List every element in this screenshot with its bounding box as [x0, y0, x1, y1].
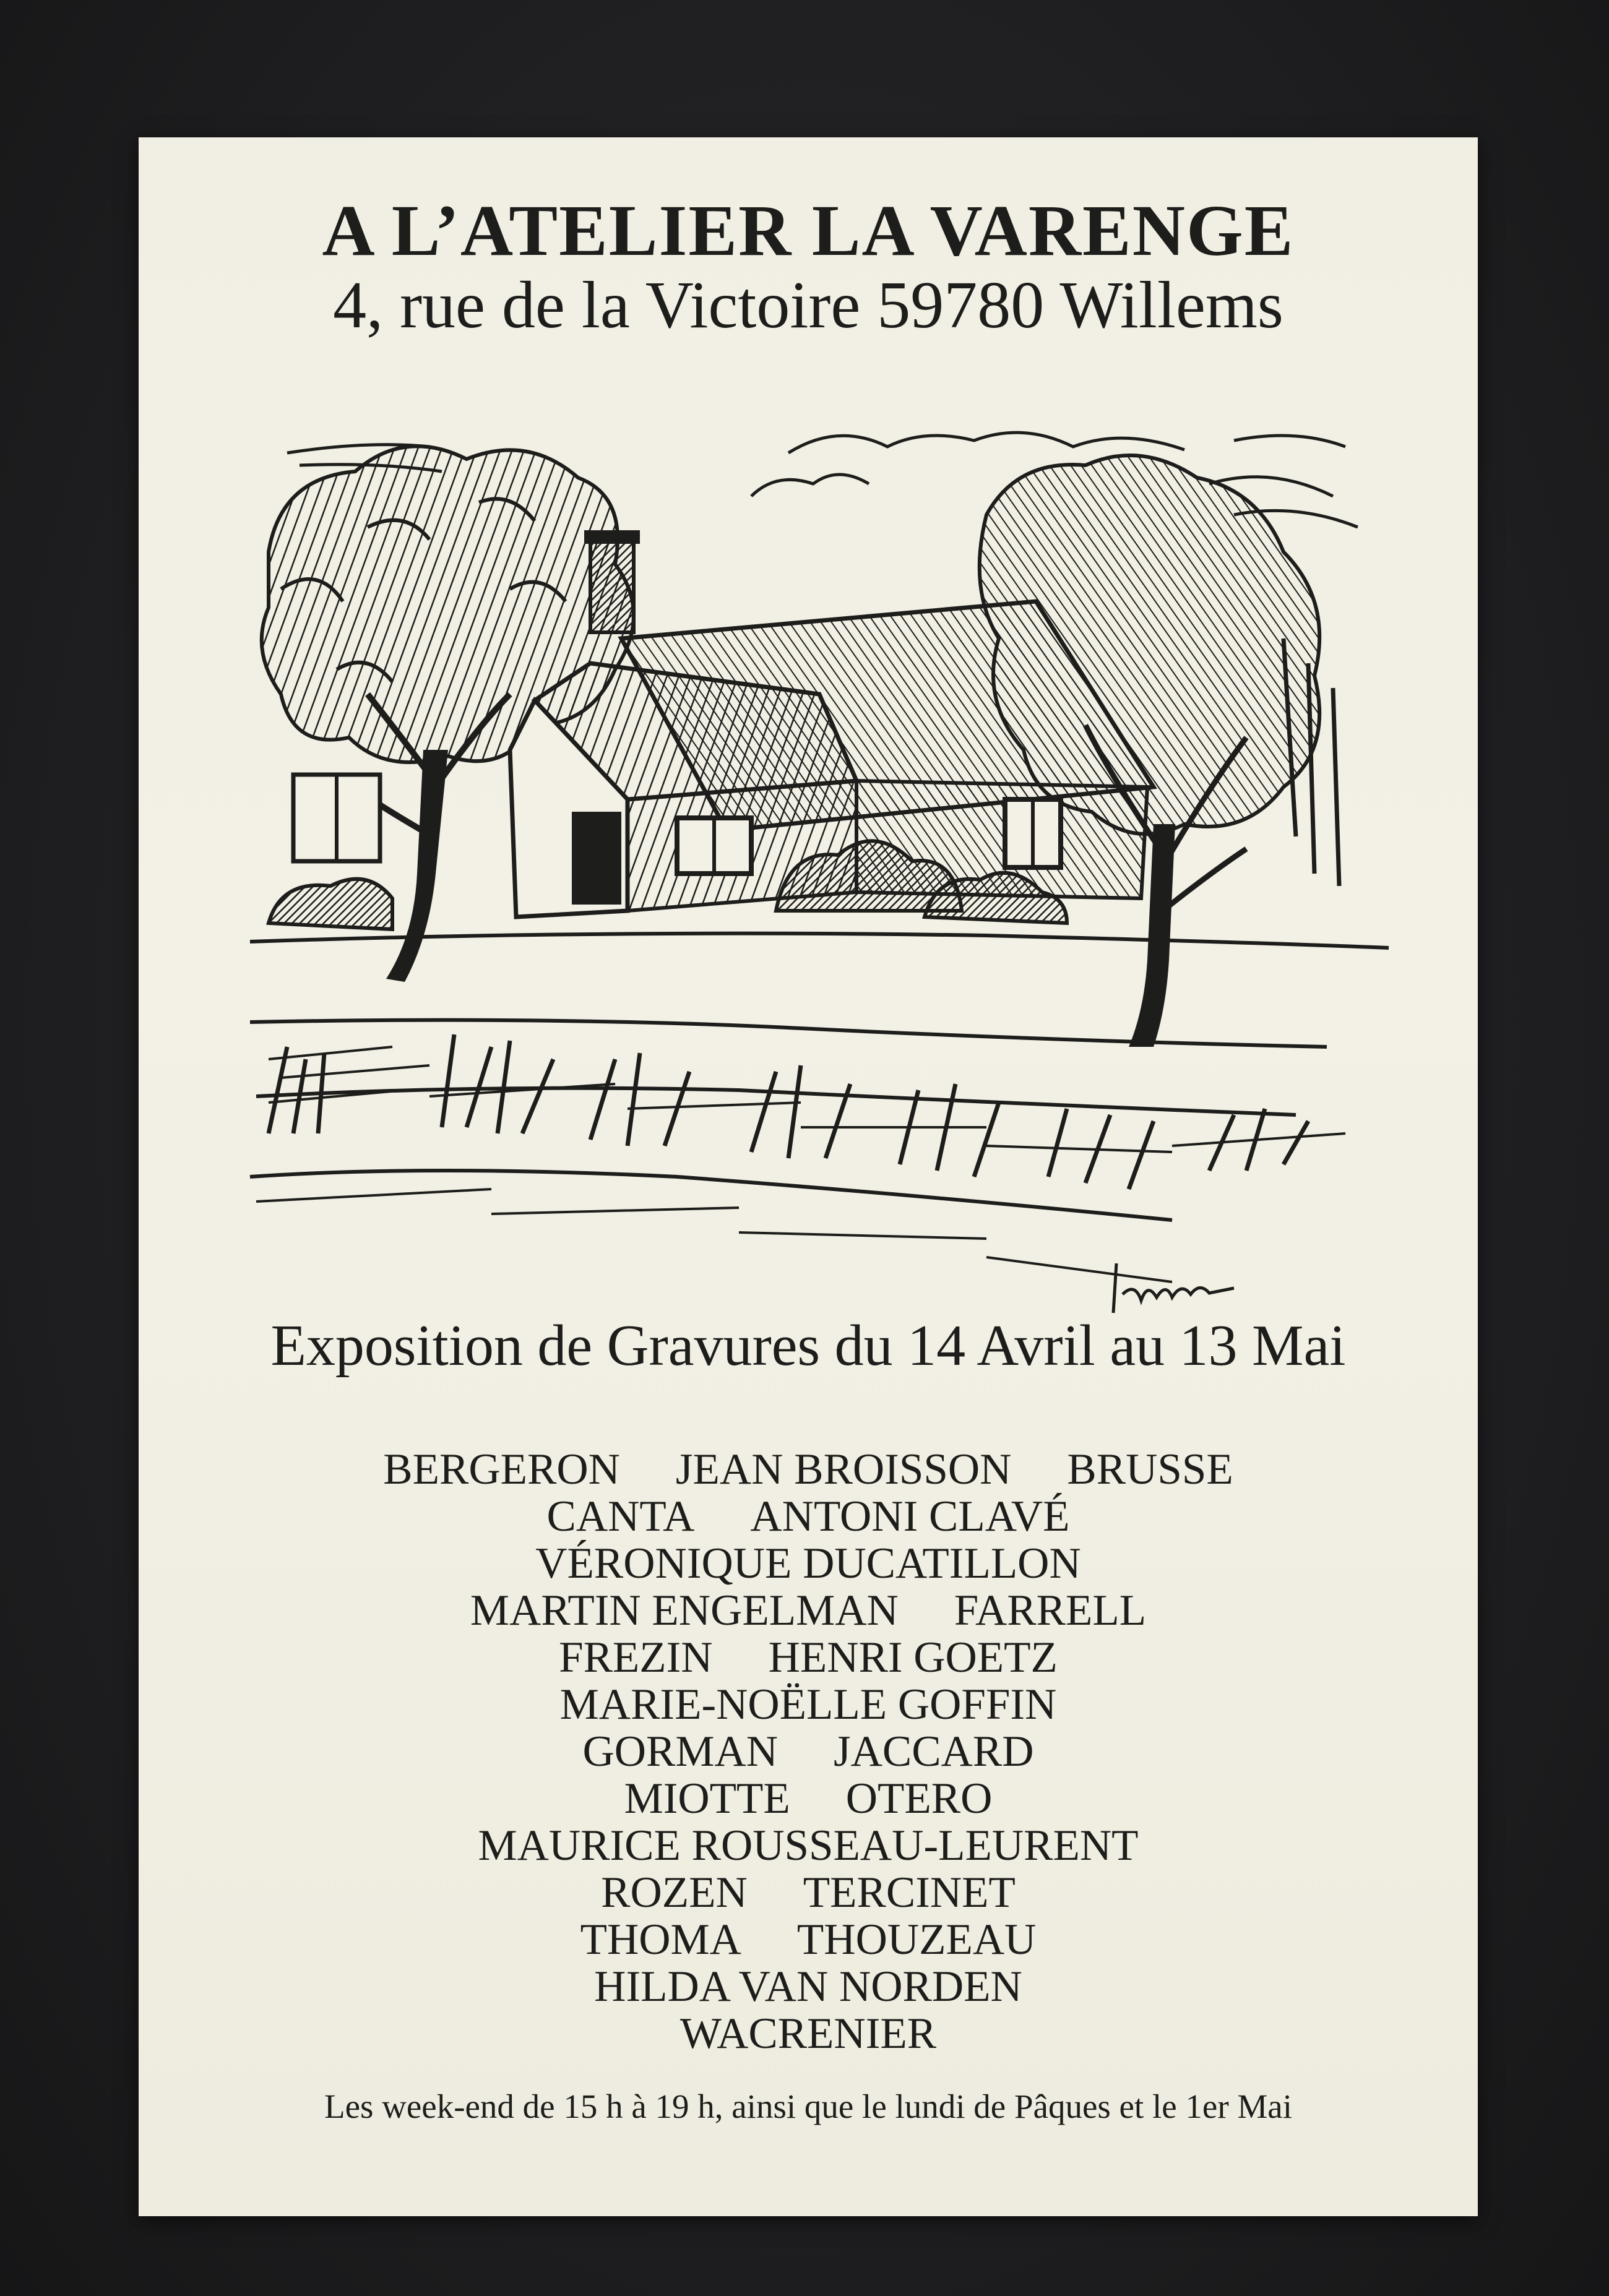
grass-tufts — [269, 1034, 1308, 1189]
artist-name: ROZEN — [601, 1868, 748, 1917]
ground — [250, 934, 1389, 1220]
house-sketch-illustration — [244, 403, 1395, 1381]
artist-name: GORMAN — [582, 1727, 779, 1776]
artist-line — [139, 1728, 1478, 1775]
artist-name: MARTIN ENGELMAN — [470, 1586, 899, 1635]
poster — [139, 137, 1478, 2216]
artist-name: CANTA — [546, 1492, 695, 1541]
opening-hours: Les week-end de 15 h à 19 h, ainsi que le lundi de Pâques et le 1er Mai — [324, 2087, 1292, 2125]
artist-name: FARRELL — [954, 1586, 1147, 1635]
artist-name: MARIE-NOËLLE GOFFIN — [559, 1680, 1057, 1729]
artist-line — [139, 1540, 1478, 1587]
artist-line — [139, 2010, 1478, 2057]
artist-line — [139, 1963, 1478, 2010]
artist-name: JEAN BROISSON — [675, 1445, 1012, 1494]
artist-line — [139, 1775, 1478, 1822]
artist-name: JACCARD — [834, 1727, 1034, 1776]
poster-address: 4, rue de la Victoire 59780 Willems — [333, 269, 1283, 342]
artist-name: THOUZEAU — [796, 1915, 1037, 1964]
artist-name: HENRI GOETZ — [768, 1633, 1058, 1682]
artist-name: BERGERON — [383, 1445, 620, 1494]
artist-name: TERCINET — [803, 1868, 1016, 1917]
artist-name: VÉRONIQUE DUCATILLON — [535, 1539, 1081, 1588]
artist-name: MIOTTE — [624, 1774, 790, 1823]
artist-line — [139, 1681, 1478, 1728]
artist-line — [139, 1587, 1478, 1634]
artist-line — [139, 1493, 1478, 1540]
artist-line — [139, 1869, 1478, 1916]
artist-name: HILDA VAN NORDEN — [594, 1963, 1022, 2011]
exhibition-line: Exposition de Gravures du 14 Avril au 13 Mai — [270, 1314, 1346, 1378]
artist-name: FREZIN — [559, 1633, 713, 1682]
artist-line — [139, 1446, 1478, 1493]
grass-hatching — [256, 1047, 1345, 1282]
artist-line — [139, 1916, 1478, 1963]
artist-name: THOMA — [580, 1915, 741, 1964]
artist-name: BRUSSE — [1067, 1445, 1233, 1494]
artist-signature — [1113, 1263, 1234, 1313]
poster-title: A L’ATELIER LA VARENGE — [322, 190, 1295, 271]
artist-name: ANTONI CLAVÉ — [750, 1492, 1070, 1541]
artist-name: WACRENIER — [679, 2010, 937, 2058]
artist-list — [139, 1446, 1478, 2057]
artist-line — [139, 1634, 1478, 1681]
artist-name: MAURICE ROUSSEAU-LEURENT — [478, 1821, 1139, 1870]
artist-name: OTERO — [845, 1774, 993, 1823]
artist-line — [139, 1822, 1478, 1869]
